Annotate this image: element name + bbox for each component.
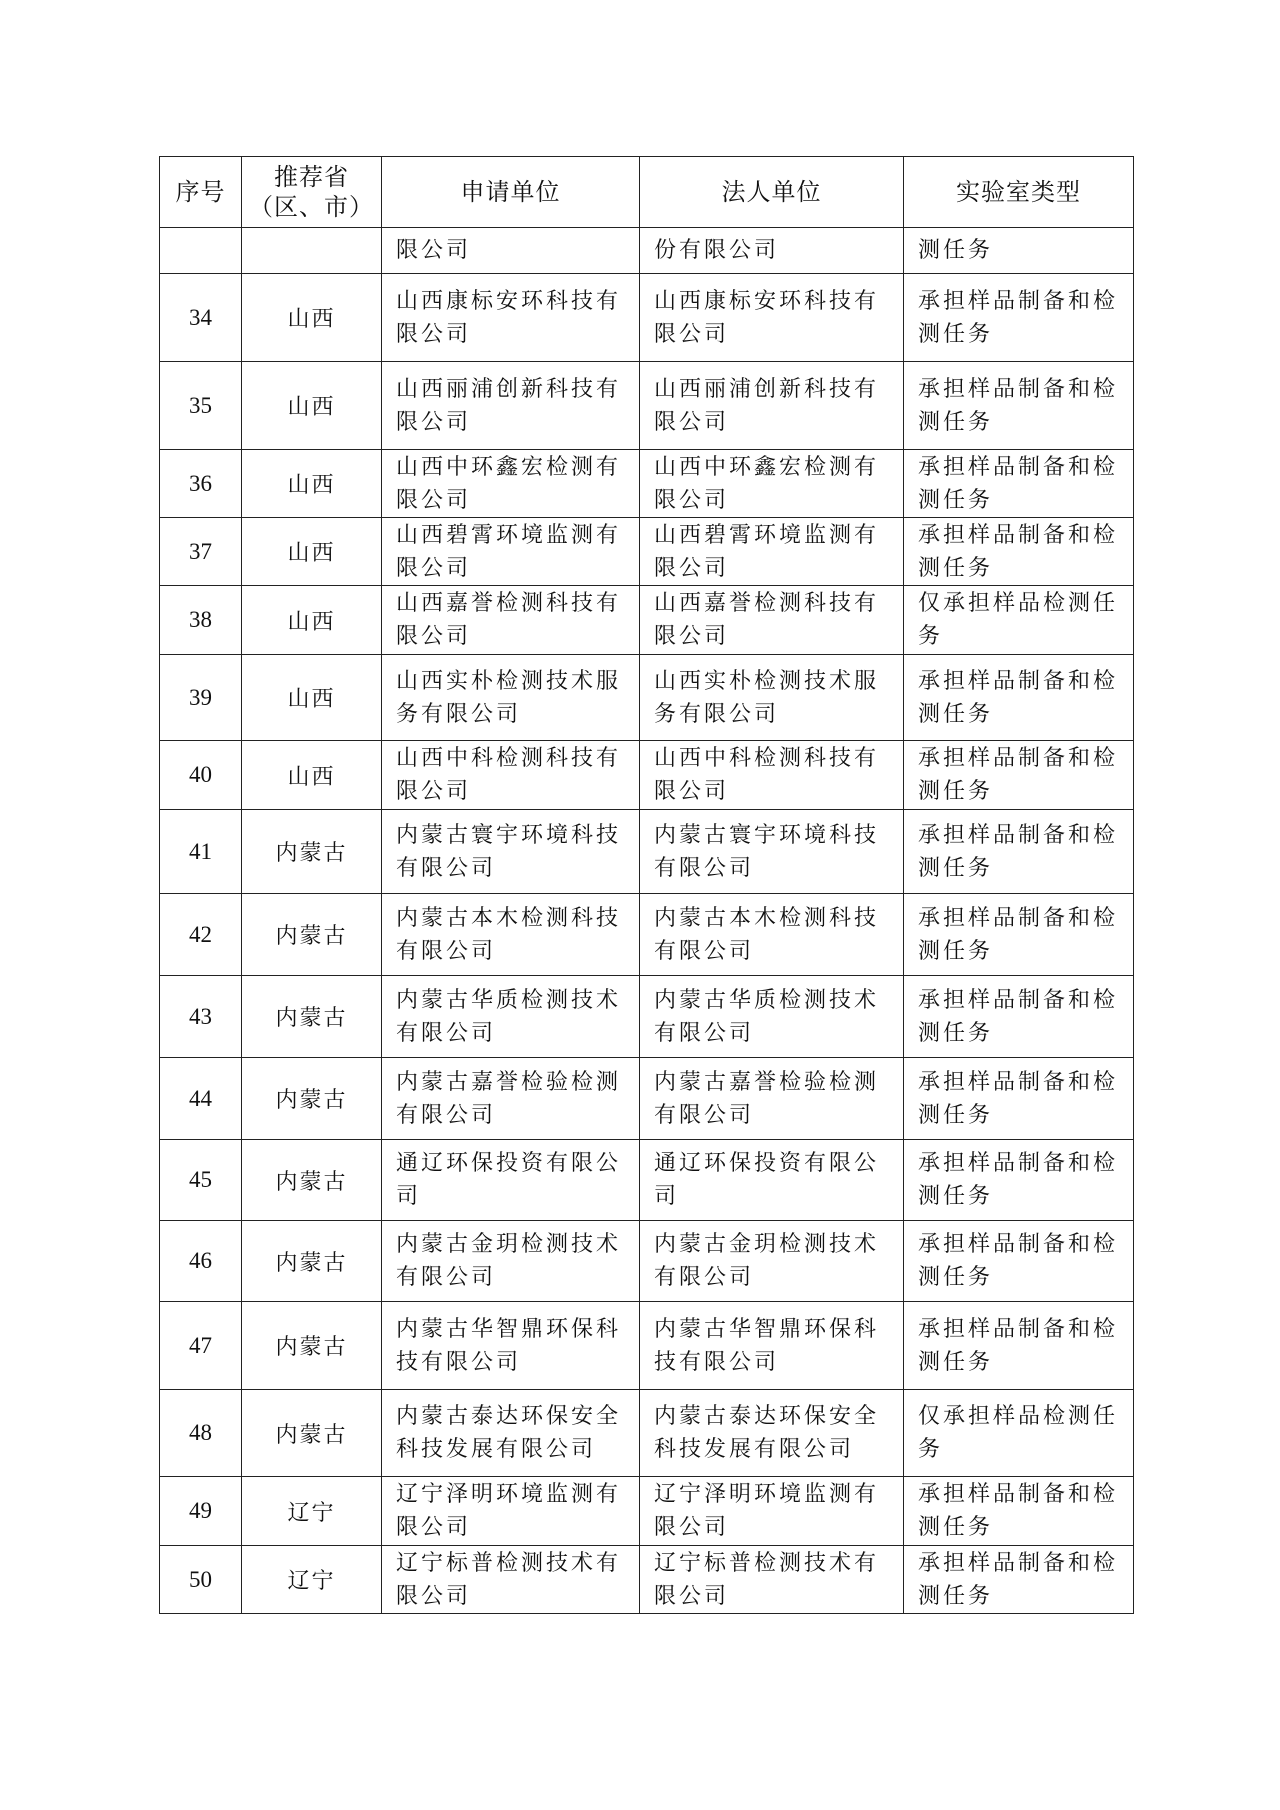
row-legal-entity: 辽宁泽明环境监测有限公司 bbox=[640, 1477, 904, 1546]
table-row bbox=[160, 1140, 1134, 1221]
header-lab-type: 实验室类型 bbox=[904, 157, 1134, 228]
row-province bbox=[242, 228, 382, 274]
row-province: 内蒙古 bbox=[242, 1390, 382, 1477]
row-legal-entity: 内蒙古华质检测技术有限公司 bbox=[640, 976, 904, 1058]
row-applicant: 内蒙古金玥检测技术有限公司 bbox=[382, 1221, 640, 1302]
row-index: 45 bbox=[160, 1140, 242, 1221]
header-applicant: 申请单位 bbox=[382, 157, 640, 228]
row-index: 41 bbox=[160, 810, 242, 894]
table-row bbox=[160, 1477, 1134, 1546]
row-province: 内蒙古 bbox=[242, 894, 382, 976]
row-index: 37 bbox=[160, 518, 242, 586]
row-lab-type: 仅承担样品检测任务 bbox=[904, 586, 1134, 655]
row-lab-type: 承担样品制备和检测任务 bbox=[904, 1546, 1134, 1614]
row-applicant: 辽宁标普检测技术有限公司 bbox=[382, 1546, 640, 1614]
row-applicant: 内蒙古泰达环保安全科技发展有限公司 bbox=[382, 1390, 640, 1477]
row-index: 47 bbox=[160, 1302, 242, 1390]
table-header-row bbox=[160, 157, 1134, 228]
row-province: 辽宁 bbox=[242, 1546, 382, 1614]
row-province: 辽宁 bbox=[242, 1477, 382, 1546]
row-legal-entity: 内蒙古华智鼎环保科技有限公司 bbox=[640, 1302, 904, 1390]
row-legal-entity: 通辽环保投资有限公司 bbox=[640, 1140, 904, 1221]
table-row bbox=[160, 450, 1134, 518]
row-applicant: 内蒙古本木检测科技有限公司 bbox=[382, 894, 640, 976]
row-index: 44 bbox=[160, 1058, 242, 1140]
row-index: 39 bbox=[160, 655, 242, 741]
row-applicant: 内蒙古华智鼎环保科技有限公司 bbox=[382, 1302, 640, 1390]
row-applicant: 山西丽浦创新科技有限公司 bbox=[382, 362, 640, 450]
row-applicant: 山西碧霄环境监测有限公司 bbox=[382, 518, 640, 586]
table-row bbox=[160, 655, 1134, 741]
row-lab-type: 承担样品制备和检测任务 bbox=[904, 1221, 1134, 1302]
row-province: 内蒙古 bbox=[242, 1221, 382, 1302]
table-row bbox=[160, 1302, 1134, 1390]
table-row-continuation bbox=[160, 228, 1134, 274]
header-legal-entity: 法人单位 bbox=[640, 157, 904, 228]
header-index: 序号 bbox=[160, 157, 242, 228]
table-row bbox=[160, 362, 1134, 450]
row-applicant: 山西康标安环科技有限公司 bbox=[382, 274, 640, 362]
row-index: 49 bbox=[160, 1477, 242, 1546]
row-applicant: 限公司 bbox=[382, 228, 640, 274]
row-province: 山西 bbox=[242, 586, 382, 655]
laboratory-list-table bbox=[159, 156, 1134, 1614]
row-lab-type: 承担样品制备和检测任务 bbox=[904, 1058, 1134, 1140]
row-applicant: 内蒙古华质检测技术有限公司 bbox=[382, 976, 640, 1058]
table-row bbox=[160, 1221, 1134, 1302]
row-lab-type: 承担样品制备和检测任务 bbox=[904, 362, 1134, 450]
row-index: 50 bbox=[160, 1546, 242, 1614]
row-applicant: 内蒙古嘉誉检验检测有限公司 bbox=[382, 1058, 640, 1140]
row-legal-entity: 山西碧霄环境监测有限公司 bbox=[640, 518, 904, 586]
row-legal-entity: 山西嘉誉检测科技有限公司 bbox=[640, 586, 904, 655]
row-province: 山西 bbox=[242, 518, 382, 586]
row-lab-type: 承担样品制备和检测任务 bbox=[904, 1477, 1134, 1546]
row-legal-entity: 山西康标安环科技有限公司 bbox=[640, 274, 904, 362]
table-row bbox=[160, 586, 1134, 655]
table-row bbox=[160, 894, 1134, 976]
row-index: 46 bbox=[160, 1221, 242, 1302]
table-row bbox=[160, 976, 1134, 1058]
row-province: 内蒙古 bbox=[242, 1058, 382, 1140]
header-province-line2: （区、市） bbox=[249, 193, 374, 221]
header-province bbox=[242, 157, 382, 228]
row-province: 山西 bbox=[242, 274, 382, 362]
row-lab-type: 承担样品制备和检测任务 bbox=[904, 274, 1134, 362]
row-lab-type: 承担样品制备和检测任务 bbox=[904, 894, 1134, 976]
row-lab-type: 承担样品制备和检测任务 bbox=[904, 518, 1134, 586]
row-province: 山西 bbox=[242, 741, 382, 810]
row-applicant: 山西中环鑫宏检测有限公司 bbox=[382, 450, 640, 518]
row-lab-type: 承担样品制备和检测任务 bbox=[904, 450, 1134, 518]
row-legal-entity: 山西实朴检测技术服务有限公司 bbox=[640, 655, 904, 741]
header-province-line1: 推荐省 bbox=[274, 163, 349, 191]
row-applicant: 内蒙古寰宇环境科技有限公司 bbox=[382, 810, 640, 894]
row-legal-entity: 内蒙古嘉誉检验检测有限公司 bbox=[640, 1058, 904, 1140]
row-index: 36 bbox=[160, 450, 242, 518]
table-row bbox=[160, 274, 1134, 362]
row-legal-entity: 内蒙古金玥检测技术有限公司 bbox=[640, 1221, 904, 1302]
row-province: 内蒙古 bbox=[242, 810, 382, 894]
row-lab-type: 承担样品制备和检测任务 bbox=[904, 810, 1134, 894]
row-index: 48 bbox=[160, 1390, 242, 1477]
table-row bbox=[160, 518, 1134, 586]
row-province: 山西 bbox=[242, 655, 382, 741]
row-legal-entity: 内蒙古本木检测科技有限公司 bbox=[640, 894, 904, 976]
row-lab-type: 仅承担样品检测任务 bbox=[904, 1390, 1134, 1477]
row-index: 35 bbox=[160, 362, 242, 450]
table-row bbox=[160, 1390, 1134, 1477]
row-applicant: 辽宁泽明环境监测有限公司 bbox=[382, 1477, 640, 1546]
table-row bbox=[160, 810, 1134, 894]
row-index: 40 bbox=[160, 741, 242, 810]
row-lab-type: 承担样品制备和检测任务 bbox=[904, 1140, 1134, 1221]
row-province: 山西 bbox=[242, 450, 382, 518]
row-legal-entity: 内蒙古寰宇环境科技有限公司 bbox=[640, 810, 904, 894]
row-applicant: 山西实朴检测技术服务有限公司 bbox=[382, 655, 640, 741]
row-legal-entity: 山西中科检测科技有限公司 bbox=[640, 741, 904, 810]
row-province: 内蒙古 bbox=[242, 1140, 382, 1221]
table-row bbox=[160, 741, 1134, 810]
row-legal-entity: 内蒙古泰达环保安全科技发展有限公司 bbox=[640, 1390, 904, 1477]
row-lab-type: 承担样品制备和检测任务 bbox=[904, 741, 1134, 810]
row-index: 43 bbox=[160, 976, 242, 1058]
row-legal-entity: 辽宁标普检测技术有限公司 bbox=[640, 1546, 904, 1614]
row-index: 34 bbox=[160, 274, 242, 362]
row-index: 38 bbox=[160, 586, 242, 655]
row-applicant: 山西中科检测科技有限公司 bbox=[382, 741, 640, 810]
row-legal-entity: 山西丽浦创新科技有限公司 bbox=[640, 362, 904, 450]
row-lab-type: 承担样品制备和检测任务 bbox=[904, 1302, 1134, 1390]
table-row bbox=[160, 1546, 1134, 1614]
table-row bbox=[160, 1058, 1134, 1140]
row-lab-type: 承担样品制备和检测任务 bbox=[904, 976, 1134, 1058]
row-index bbox=[160, 228, 242, 274]
row-index: 42 bbox=[160, 894, 242, 976]
row-lab-type: 承担样品制备和检测任务 bbox=[904, 655, 1134, 741]
row-applicant: 山西嘉誉检测科技有限公司 bbox=[382, 586, 640, 655]
row-province: 内蒙古 bbox=[242, 1302, 382, 1390]
row-lab-type: 测任务 bbox=[904, 228, 1134, 274]
row-legal-entity: 山西中环鑫宏检测有限公司 bbox=[640, 450, 904, 518]
row-legal-entity: 份有限公司 bbox=[640, 228, 904, 274]
row-province: 山西 bbox=[242, 362, 382, 450]
row-applicant: 通辽环保投资有限公司 bbox=[382, 1140, 640, 1221]
row-province: 内蒙古 bbox=[242, 976, 382, 1058]
